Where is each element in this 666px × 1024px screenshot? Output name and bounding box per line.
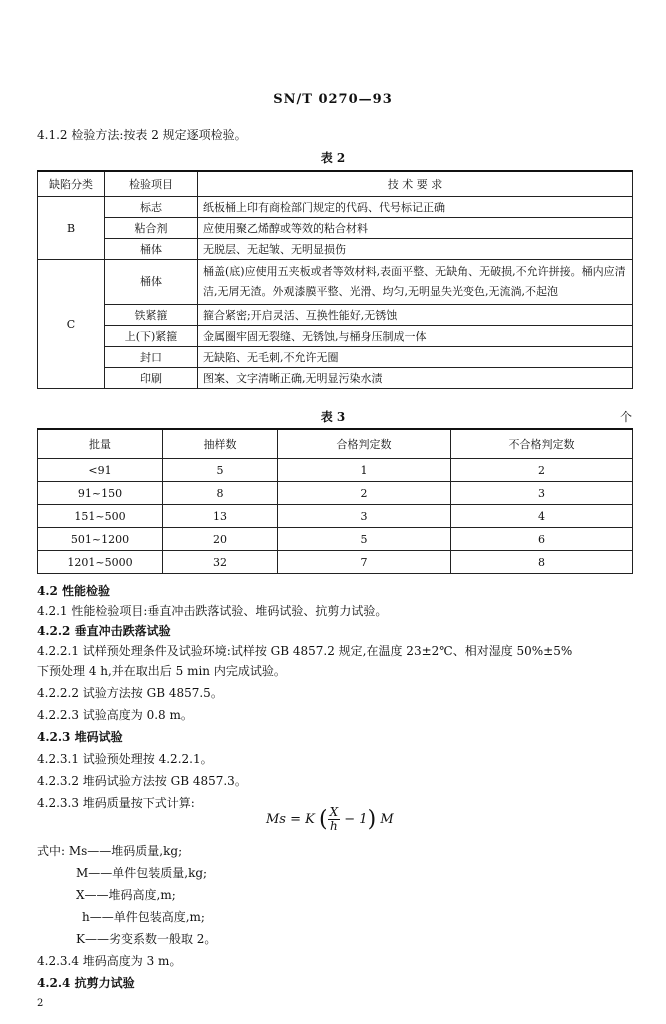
table2-caption: 表 2 <box>320 151 346 165</box>
table2-header-category: 缺陷分类 <box>38 171 105 197</box>
table3-header-accept: 合格判定数 <box>278 429 451 459</box>
table-2 <box>37 170 633 389</box>
definition-h: h——单件包装高度,m; <box>82 910 205 924</box>
table2-header-item: 检验项目 <box>105 171 198 197</box>
section-4-2-3-4: 4.2.3.4 堆码高度为 3 m。 <box>37 954 182 968</box>
table2-header-requirement: 技 术 要 求 <box>198 171 633 197</box>
table-row <box>38 260 633 305</box>
table3-header-reject: 不合格判定数 <box>451 429 633 459</box>
table3-cell: 4 <box>451 505 633 528</box>
table2-category-b: B <box>38 197 105 260</box>
table-row <box>38 347 633 368</box>
table2-item: 上(下)紧箍 <box>105 326 198 347</box>
formula-rhs: M <box>380 812 394 827</box>
table2-requirement: 应使用聚乙烯醇或等效的粘合材料 <box>198 218 633 239</box>
document-header: SN/T 0270—93 <box>273 92 393 107</box>
stacking-formula: Ms = K ( $\frac{X}{h}$ − 1) M <box>266 805 394 833</box>
table3-cell: 32 <box>163 551 278 574</box>
table3-cell: 5 <box>163 459 278 482</box>
table2-requirement: 纸板桶上印有商检部门规定的代码、代号标记正确 <box>198 197 633 218</box>
table2-requirement: 无缺陷、无毛刺,不允许无圈 <box>198 347 633 368</box>
table3-cell: 2 <box>451 459 633 482</box>
table-row <box>38 459 633 482</box>
table3-cell: 20 <box>163 528 278 551</box>
table-row <box>38 528 633 551</box>
section-4-2-2-1-cont: 下预处理 4 h,并在取出后 5 min 内完成试验。 <box>37 664 286 678</box>
section-4-2-2-3: 4.2.2.3 试验高度为 0.8 m。 <box>37 708 193 722</box>
table-row <box>38 171 633 197</box>
section-4-2-2-2: 4.2.2.2 试验方法按 GB 4857.5。 <box>37 686 223 700</box>
table3-cell: 5 <box>278 528 451 551</box>
table3-cell: 6 <box>451 528 633 551</box>
table2-item: 铁紧箍 <box>105 305 198 326</box>
table3-cell: <91 <box>38 459 163 482</box>
table3-cell: 91~150 <box>38 482 163 505</box>
table3-cell: 3 <box>278 505 451 528</box>
table2-item: 标志 <box>105 197 198 218</box>
table-row <box>38 197 633 218</box>
table3-cell: 13 <box>163 505 278 528</box>
table-3 <box>37 428 633 574</box>
table3-caption: 表 3 <box>320 410 346 424</box>
formula-denominator: h <box>330 819 338 833</box>
table-row <box>38 505 633 528</box>
table3-header-sample: 抽样数 <box>163 429 278 459</box>
page-number: 2 <box>37 998 44 1009</box>
table3-cell: 501~1200 <box>38 528 163 551</box>
definition-x: X——堆码高度,m; <box>76 888 176 902</box>
section-4-2-3-3: 4.2.3.3 堆码质量按下式计算: <box>37 796 195 810</box>
section-4-2-2: 4.2.2 垂直冲击跌落试验 <box>37 624 171 638</box>
table-row <box>38 429 633 459</box>
table-row <box>38 551 633 574</box>
section-4-2-1: 4.2.1 性能检验项目:垂直冲击跌落试验、堆码试验、抗剪力试验。 <box>37 604 388 618</box>
table2-requirement: 桶盖(底)应使用五夹板或者等效材料,表面平整、无缺角、无破损,不允许拼接。桶内应清洁,无屑无渣。外观漆膜平整、光滑、均匀,无明显失光变色,无流淌,不起泡 <box>198 260 633 305</box>
table3-cell: 3 <box>451 482 633 505</box>
table-row <box>38 368 633 389</box>
table-row <box>38 239 633 260</box>
table-row <box>38 326 633 347</box>
definition-ms: 式中: Ms——堆码质量,kg; <box>37 844 183 858</box>
section-4-1-2: 4.1.2 检验方法:按表 2 规定逐项检验。 <box>37 128 247 142</box>
formula-lhs: Ms = K <box>266 812 315 827</box>
table2-requirement: 无脱层、无起皱、无明显损伤 <box>198 239 633 260</box>
table3-cell: 8 <box>451 551 633 574</box>
section-4-2-3: 4.2.3 堆码试验 <box>37 730 123 744</box>
definition-m: M——单件包装质量,kg; <box>76 866 208 880</box>
table2-item: 印刷 <box>105 368 198 389</box>
table3-cell: 7 <box>278 551 451 574</box>
section-4-2-3-2: 4.2.3.2 堆码试验方法按 GB 4857.3。 <box>37 774 247 788</box>
formula-tail: − 1 <box>344 812 368 827</box>
section-4-2-4: 4.2.4 抗剪力试验 <box>37 976 135 990</box>
table3-unit: 个 <box>620 410 633 424</box>
table3-cell: 1201~5000 <box>38 551 163 574</box>
table2-category-c: C <box>38 260 105 389</box>
table-row <box>38 482 633 505</box>
table2-item: 封口 <box>105 347 198 368</box>
table2-requirement: 图案、文字清晰正确,无明显污染水渍 <box>198 368 633 389</box>
table2-requirement: 金属圈牢固无裂缝、无锈蚀,与桶身压制成一体 <box>198 326 633 347</box>
formula-fraction <box>328 806 341 833</box>
table3-header-batch: 批量 <box>38 429 163 459</box>
definition-k: K——劣变系数一般取 2。 <box>76 932 217 946</box>
section-4-2-2-1: 4.2.2.1 试样预处理条件及试验环境:试样按 GB 4857.2 规定,在温度 23±2℃、相对湿度 50%±5% <box>37 644 573 658</box>
formula-numerator: X <box>329 805 339 819</box>
table2-item: 桶体 <box>105 239 198 260</box>
table2-requirement: 箍合紧密;开启灵活、互换性能好,无锈蚀 <box>198 305 633 326</box>
table2-item: 桶体 <box>105 260 198 305</box>
table3-cell: 1 <box>278 459 451 482</box>
table3-cell: 8 <box>163 482 278 505</box>
table2-item: 粘合剂 <box>105 218 198 239</box>
table3-cell: 2 <box>278 482 451 505</box>
table3-cell: 151~500 <box>38 505 163 528</box>
section-4-2: 4.2 性能检验 <box>37 584 111 598</box>
table-row <box>38 218 633 239</box>
section-4-2-3-1: 4.2.3.1 试验预处理按 4.2.2.1。 <box>37 752 213 766</box>
table-row <box>38 305 633 326</box>
